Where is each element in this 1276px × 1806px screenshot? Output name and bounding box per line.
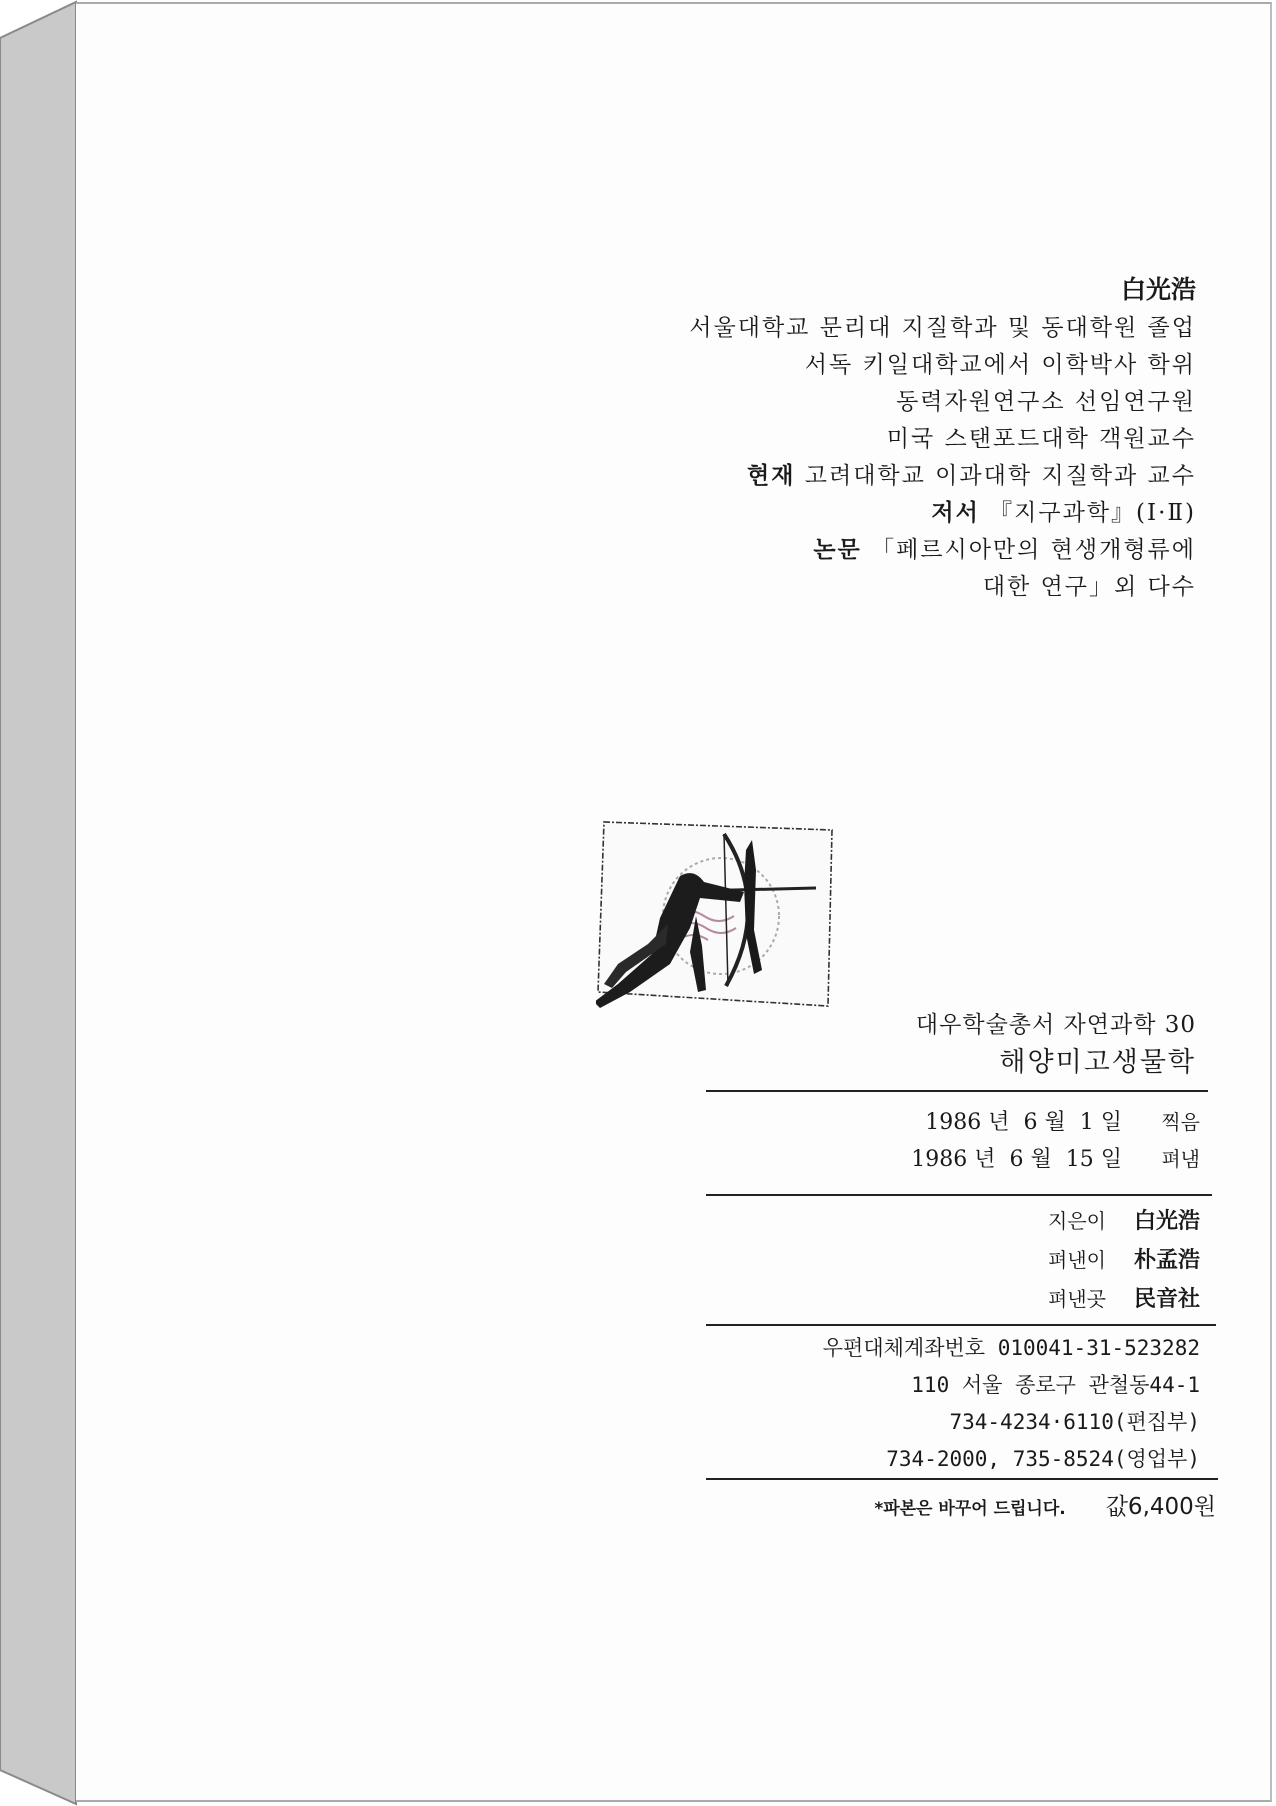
bio-current-text: 고려대학교 이과대학 지질학과 교수 xyxy=(804,463,1196,489)
footer xyxy=(706,1488,1216,1521)
divider xyxy=(706,1324,1216,1326)
bio-current xyxy=(636,458,1196,495)
archer-emblem-logo xyxy=(596,816,838,1010)
series-name: 대우학술총서 자연과학 30 xyxy=(915,1012,1196,1038)
date-label: 찍음 xyxy=(1161,1110,1200,1134)
bio-paper-text: 「페르시아만의 현생개형류에 xyxy=(871,537,1196,563)
colophon-page xyxy=(76,2,1272,1802)
author-name: 白光浩 xyxy=(1120,275,1196,304)
credit-role: 펴낸이 xyxy=(1048,1248,1106,1272)
defect-note: *파본은 바꾸어 드립니다. xyxy=(874,1499,1066,1519)
credit-value: 白光浩 xyxy=(1133,1209,1200,1234)
contact-line: 734-4234·6110(편집부) xyxy=(949,1410,1200,1434)
publisher-contact xyxy=(706,1330,1200,1478)
bio-paper-cont: 대한 연구」외 다수 xyxy=(982,574,1196,600)
book-title: 해양미고생물학 xyxy=(999,1047,1196,1078)
bio-line: 미국 스탠포드대학 객원교수 xyxy=(886,426,1196,452)
date-value: 1986 년 6 월 1 일 xyxy=(925,1110,1122,1135)
divider xyxy=(706,1194,1212,1196)
credit-row xyxy=(706,1241,1200,1280)
credit-value: 朴孟浩 xyxy=(1133,1248,1200,1273)
credits xyxy=(706,1202,1200,1319)
contact-line: 734-2000, 735-8524(영업부) xyxy=(886,1447,1200,1471)
bio-current-prefix: 현재 xyxy=(747,463,796,489)
credit-role: 펴낸곳 xyxy=(1048,1287,1106,1311)
credit-value: 民音社 xyxy=(1133,1287,1200,1312)
divider xyxy=(706,1090,1208,1092)
contact-line: 110 서울 종로구 관철동44-1 xyxy=(911,1373,1200,1397)
author-bio xyxy=(636,272,1196,606)
bio-books-text: 『지구과학』(Ⅰ·Ⅱ) xyxy=(989,500,1196,526)
bio-line: 동력자원연구소 선임연구원 xyxy=(896,389,1196,415)
divider xyxy=(706,1478,1218,1480)
date-row xyxy=(706,1104,1200,1141)
price: 값6,400원 xyxy=(1105,1494,1216,1520)
bio-paper xyxy=(636,532,1196,569)
credit-role: 지은이 xyxy=(1048,1209,1106,1233)
date-label: 펴냄 xyxy=(1161,1147,1200,1171)
date-value: 1986 년 6 월 15 일 xyxy=(911,1147,1122,1172)
bio-books-prefix: 저서 xyxy=(931,500,980,526)
contact-line: 우편대체계좌번호 010041-31-523282 xyxy=(822,1336,1200,1360)
bio-line: 서울대학교 문리대 지질학과 및 동대학원 졸업 xyxy=(689,315,1196,341)
credit-row xyxy=(706,1280,1200,1319)
bio-books xyxy=(636,495,1196,532)
bio-paper-prefix: 논문 xyxy=(813,537,862,563)
credit-row xyxy=(706,1202,1200,1241)
date-row xyxy=(706,1141,1200,1178)
print-dates xyxy=(706,1104,1200,1178)
bio-line: 서독 키일대학교에서 이학박사 학위 xyxy=(804,352,1196,378)
